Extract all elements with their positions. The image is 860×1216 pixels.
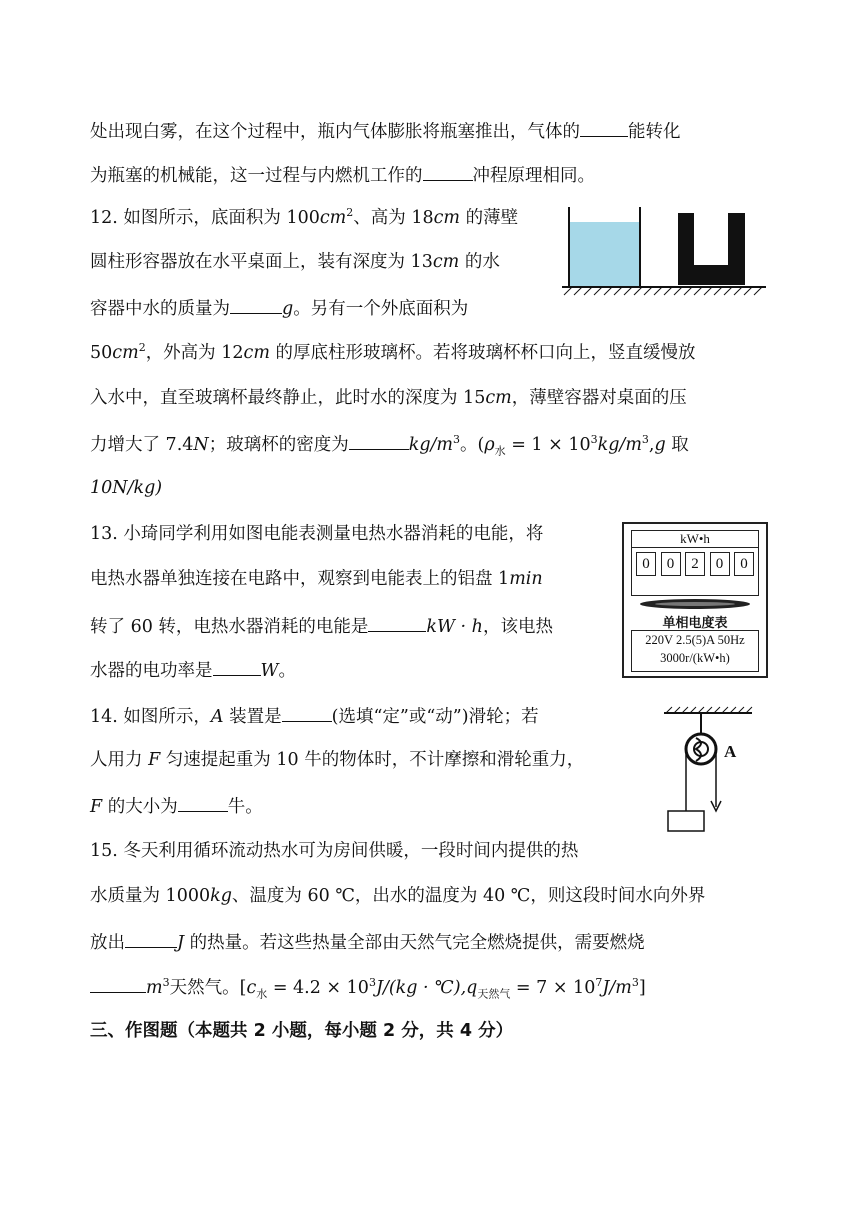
text-span: 入水中，直至玻璃杯最终静止，此时水的深度为 15 <box>90 388 486 408</box>
meter-digit: 0 <box>661 552 681 576</box>
text-span: 14. 如图所示， <box>90 707 211 727</box>
answer-blank[interactable] <box>90 974 146 993</box>
text-span: = 1 × 10 <box>505 435 591 455</box>
table-hatch <box>564 287 762 295</box>
unit: kW · h <box>426 617 483 637</box>
text-span: 13. 小琦同学利用如图电能表测量电热水器消耗的电能，将 <box>90 524 544 544</box>
answer-blank[interactable] <box>125 929 177 948</box>
text-span: 的厚底柱形玻璃杯。若将玻璃杯杯口向上，竖直缓慢放 <box>269 343 696 363</box>
unit: cm <box>432 252 460 272</box>
meter-spec: 220V 2.5(5)A 50Hz <box>645 633 745 647</box>
question-12-line <box>90 341 696 365</box>
question-15-line <box>90 929 645 955</box>
unit: min <box>509 569 543 589</box>
meter-unit: kW•h <box>632 531 758 548</box>
unit: kg <box>210 886 232 906</box>
exponent: 3 <box>368 976 376 990</box>
subscript: 天然气 <box>477 987 511 1001</box>
unit: N <box>193 435 209 455</box>
meter-digit: 0 <box>710 552 730 576</box>
section-heading: 三、作图题（本题共 2 小题，每小题 2 分，共 4 分） <box>90 1021 514 1041</box>
text-span: 容器中水的质量为 <box>90 299 230 319</box>
text-span: 冲程原理相同。 <box>472 166 595 186</box>
answer-blank[interactable] <box>230 295 282 314</box>
text-span: 、温度为 60 ℃，出水的温度为 40 ℃，则这段时间水向外界 <box>231 886 706 906</box>
subscript: 水 <box>256 987 268 1001</box>
symbol: A <box>210 707 224 727</box>
pulley-label: A <box>724 742 737 761</box>
text-span: 放出 <box>90 933 125 953</box>
text-span: 电热水器单独连接在电路中，观察到电能表上的铝盘 1 <box>90 569 510 589</box>
exponent: 2 <box>138 341 146 355</box>
unit: J <box>177 933 185 953</box>
question-12-line <box>90 386 687 410</box>
text-span: 装置是 <box>223 707 282 727</box>
question-15-line <box>90 839 578 863</box>
unit: cm <box>433 208 461 228</box>
text-span: 。另有一个外底面积为 <box>293 299 469 319</box>
text-span: = 7 × 10 <box>510 978 596 998</box>
answer-blank[interactable] <box>423 162 473 181</box>
text-span: 牛。 <box>227 797 263 817</box>
electric-meter-figure <box>622 522 768 678</box>
text-span: 、高为 18 <box>353 208 434 228</box>
text-span: 水器的电功率是 <box>90 661 213 681</box>
text-span: 转了 60 转，电热水器消耗的电能是 <box>90 617 369 637</box>
pulley-figure <box>660 705 760 835</box>
unit: kg/m <box>408 435 454 455</box>
text-span: 的大小为 <box>102 797 178 817</box>
exponent: 3 <box>641 433 649 447</box>
unit: kg/m <box>597 435 642 455</box>
meter-name: 单相电度表 <box>662 616 728 631</box>
unit: J/(kg · ℃), <box>375 978 467 998</box>
pulley-wheel-icon <box>686 734 716 764</box>
exponent: 3 <box>631 976 639 990</box>
text-span: , <box>648 435 655 455</box>
answer-blank[interactable] <box>213 657 261 676</box>
text-span: 的热量。若这些热量全部由天然气完全燃烧提供，需要燃烧 <box>184 933 645 953</box>
meter-spec: 3000r/(kW•h) <box>660 651 730 665</box>
question-14-line <box>90 793 263 819</box>
text-line <box>90 162 595 188</box>
symbol: q <box>466 978 478 998</box>
exponent: 7 <box>595 976 603 990</box>
symbol: F <box>148 750 161 770</box>
text-span: = 4.2 × 10 <box>267 978 369 998</box>
text-span: 12. 如图所示，底面积为 100 <box>90 208 320 228</box>
unit: cm <box>485 388 512 408</box>
text-span: 匀速提起重为 10 牛的物体时，不计摩擦和滑轮重力， <box>160 750 585 770</box>
meter-display-frame <box>631 530 759 596</box>
text-line <box>90 118 681 144</box>
text-span: 10N/kg) <box>90 478 163 498</box>
unit: W <box>260 661 279 681</box>
thick-glass-cup <box>678 213 745 285</box>
text-span: 的水 <box>459 252 500 272</box>
question-14-line <box>90 703 539 729</box>
symbol: c <box>246 978 257 998</box>
exponent: 3 <box>453 433 461 447</box>
meter-digits <box>632 548 758 576</box>
question-12-line <box>90 295 468 321</box>
text-span: 力增大了 7.4 <box>90 435 194 455</box>
unit: J/m <box>602 978 632 998</box>
text-span: ，该电热 <box>482 617 553 637</box>
text-span: (选填“定”或“动”)滑轮；若 <box>331 707 539 727</box>
unit: m <box>146 978 163 998</box>
meter-digit: 0 <box>734 552 754 576</box>
text-span: 能转化 <box>628 122 681 142</box>
question-15-line <box>90 884 705 908</box>
text-span: ，薄壁容器对桌面的压 <box>511 388 687 408</box>
text-span: 50 <box>90 343 113 363</box>
meter-disc-icon <box>638 598 752 610</box>
text-span: ，外高为 12 <box>145 343 244 363</box>
answer-blank[interactable] <box>580 118 628 137</box>
water-fill <box>569 222 640 286</box>
unit: cm <box>112 343 139 363</box>
question-13-line <box>90 522 543 546</box>
answer-blank[interactable] <box>349 431 409 450</box>
question-12-line <box>90 250 500 274</box>
container-figure <box>560 205 770 297</box>
question-13-line <box>90 567 543 591</box>
unit: cm <box>319 208 347 228</box>
meter-spec-box <box>631 630 759 672</box>
text-span: 水质量为 1000 <box>90 886 211 906</box>
text-span: 人用力 <box>90 750 149 770</box>
question-15-line <box>90 974 646 1000</box>
exponent: 3 <box>590 433 598 447</box>
question-12-line <box>90 206 518 230</box>
answer-blank[interactable] <box>178 793 228 812</box>
question-13-line <box>90 657 296 683</box>
question-12-line <box>90 431 689 457</box>
unit: cm <box>243 343 270 363</box>
text-span: 的薄壁 <box>460 208 519 228</box>
text-span: 天然气。[ <box>169 978 247 998</box>
symbol: ρ <box>484 435 495 455</box>
question-13-line <box>90 613 553 639</box>
text-span: 。 <box>278 661 296 681</box>
text-span: 。( <box>460 435 485 455</box>
weight-block <box>668 811 704 831</box>
exponent: 2 <box>346 206 354 220</box>
text-span: 15. 冬天利用循环流动热水可为房间供暖，一段时间内提供的热 <box>90 841 579 861</box>
answer-blank[interactable] <box>368 613 426 632</box>
text-span: 圆柱形容器放在水平桌面上，装有深度为 13 <box>90 252 433 272</box>
subscript: 水 <box>494 444 506 458</box>
symbol: F <box>90 797 103 817</box>
text-span: 取 <box>665 435 689 455</box>
meter-digit: 0 <box>636 552 656 576</box>
exponent: 3 <box>162 976 170 990</box>
unit: g <box>282 299 294 319</box>
answer-blank[interactable] <box>282 703 332 722</box>
meter-digit: 2 <box>685 552 705 576</box>
text-span: ] <box>638 978 646 998</box>
text-span: 为瓶塞的机械能，这一过程与内燃机工作的 <box>90 166 423 186</box>
question-12-line <box>90 476 162 500</box>
text-span: ；玻璃杯的密度为 <box>208 435 349 455</box>
text-span: 处出现白雾，在这个过程中，瓶内气体膨胀将瓶塞推出，气体的 <box>90 122 580 142</box>
question-14-line <box>90 748 584 772</box>
symbol: g <box>654 435 666 455</box>
